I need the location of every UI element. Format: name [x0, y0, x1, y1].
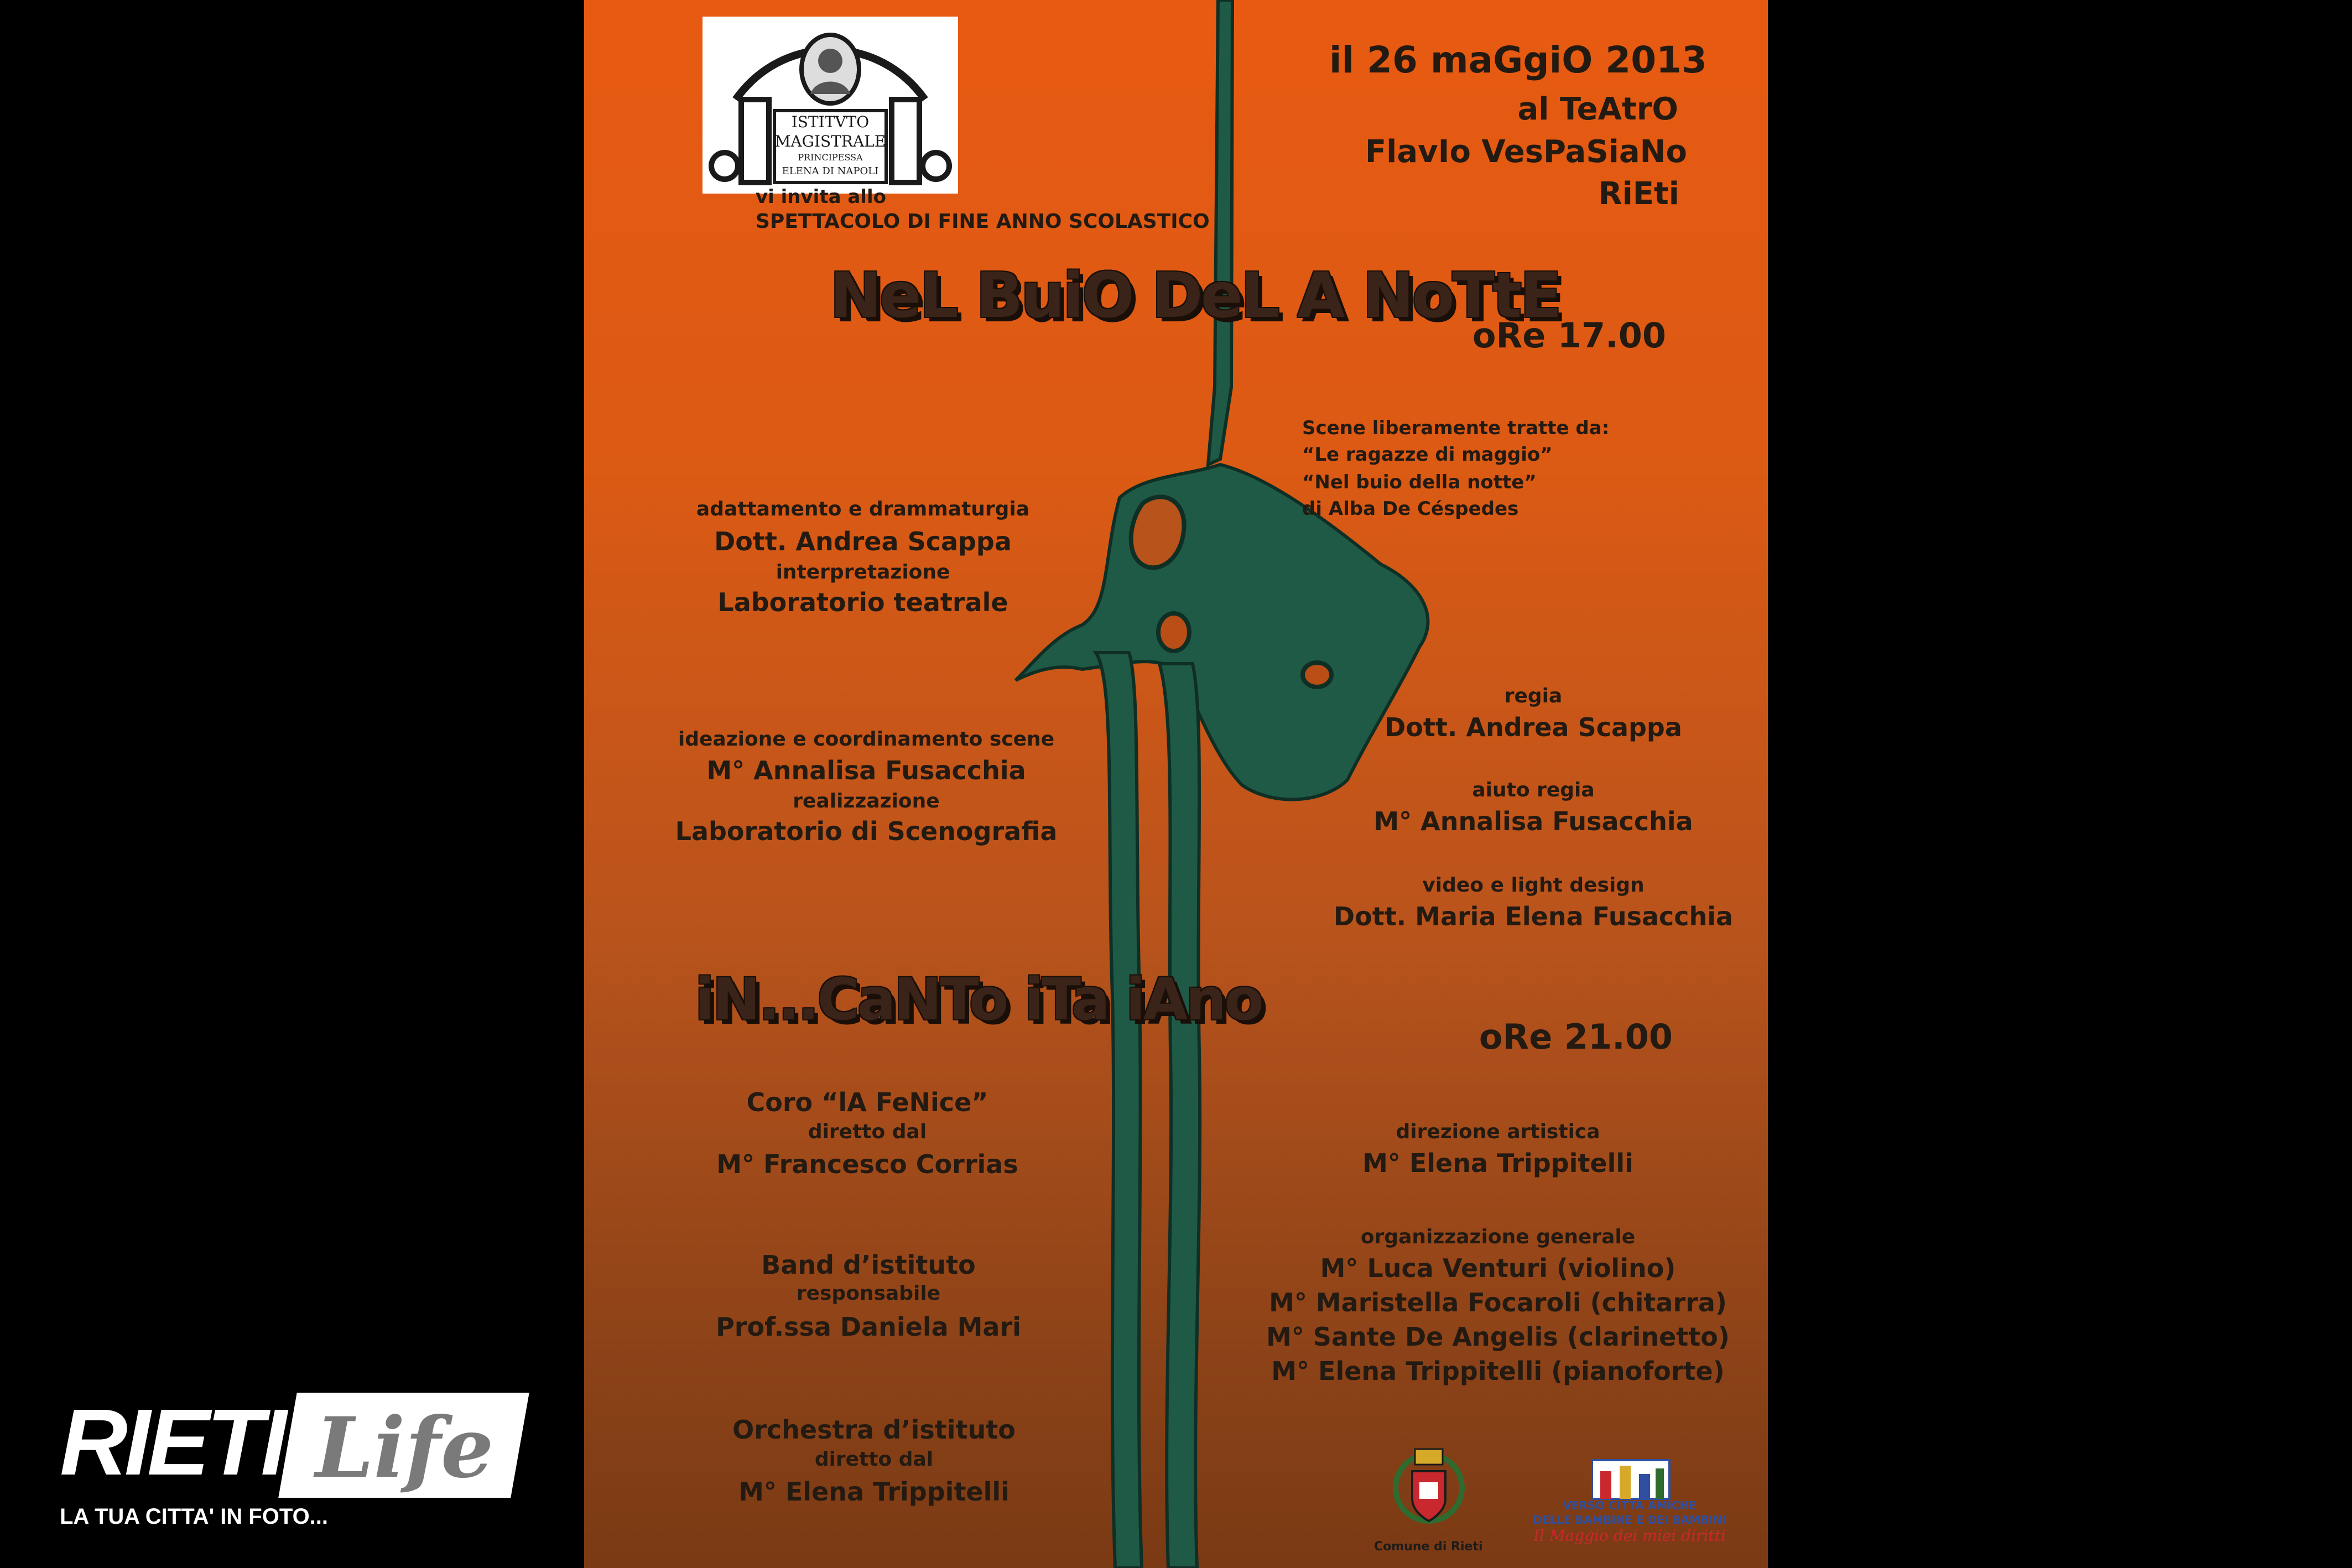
credit-name: Laboratorio di Scenografia [675, 816, 1058, 846]
citta-caption-line-1: VERSO CITTÀ AMICHE [1563, 1499, 1697, 1512]
credit-role: regia [1504, 685, 1563, 707]
watermark-brand-life: Life [315, 1399, 494, 1497]
credit-name: Dott. Andrea Scappa [714, 527, 1012, 556]
invite-line: vi invita allo [756, 186, 886, 208]
credit-name: M° Sante De Angelis (clarinetto) [1266, 1322, 1730, 1352]
credit-role: realizzazione [793, 790, 940, 812]
credit-role: responsabile [796, 1282, 941, 1305]
logo-line-1: ISTITVTO [791, 113, 870, 131]
coro-title: Coro “lA FeNice” [746, 1087, 988, 1117]
comune-caption: Comune di Rieti [1374, 1540, 1483, 1554]
credit-name: Prof.ssa Daniela Mari [716, 1312, 1021, 1342]
citta-caption-line-2: DELLE BAMBINE E DEI BAMBINI [1533, 1513, 1726, 1527]
band-title: Band d’istituto [761, 1250, 976, 1280]
credit-name: M° Elena Trippitelli [1362, 1148, 1633, 1178]
credit-name: Dott. Andrea Scappa [1385, 712, 1682, 742]
source-title-2: “Nel buio della notte” [1302, 471, 1537, 493]
watermark-tagline: LA TUA CITTA' IN FOTO... [60, 1504, 329, 1529]
citta-caption-line-3: Il Maggio dei miei diritti [1533, 1527, 1726, 1545]
credit-role: direzione artistica [1396, 1121, 1600, 1143]
credit-name: M° Elena Trippitelli (pianoforte) [1271, 1356, 1725, 1386]
istituto-magistrale-logo [703, 17, 958, 194]
credit-role: diretto dal [808, 1121, 927, 1143]
show-2-time: oRe 21.00 [1479, 1017, 1673, 1057]
credit-name: M° Annalisa Fusacchia [1373, 806, 1693, 836]
credit-name: Laboratorio teatrale [717, 587, 1008, 617]
rieti-life-watermark [55, 1388, 542, 1532]
logo-line-3: PRINCIPESSA [798, 152, 863, 163]
logo-line-4: ELENA DI NAPOLI [782, 165, 879, 177]
show-1-title: NeL BuiO DeL A NoTtE [830, 260, 1560, 332]
venue-name: FlavIo VesPaSiaNo [1365, 134, 1687, 170]
credit-role: diretto dal [814, 1448, 934, 1471]
credit-role: aiuto regia [1472, 779, 1595, 801]
source-author: di Alba De Céspedes [1302, 498, 1519, 520]
credit-name: M° Luca Venturi (violino) [1320, 1253, 1676, 1283]
event-poster [584, 0, 1768, 1568]
credit-name: Dott. Maria Elena Fusacchia [1333, 902, 1734, 931]
show-2-title: iN...CaNTo iTa iAno [695, 966, 1262, 1033]
credit-role: interpretazione [776, 561, 950, 584]
comune-di-rieti-crest-icon [1393, 1438, 1465, 1538]
watermark-brand-rieti: RIETI [60, 1390, 284, 1495]
logo-line-2: MAGISTRALE [774, 132, 886, 150]
venue-prefix: al TeAtrO [1517, 91, 1678, 127]
credit-name: M° Maristella Focaroli (chitarra) [1269, 1288, 1727, 1317]
credit-name: M° Annalisa Fusacchia [706, 756, 1026, 785]
credit-name: M° Elena Trippitelli [738, 1477, 1010, 1507]
show-1-time: oRe 17.00 [1472, 315, 1666, 356]
credit-role: adattamento e drammaturgia [696, 498, 1030, 520]
orchestra-title: Orchestra d’istituto [732, 1415, 1016, 1445]
venue-city: RiEti [1598, 176, 1679, 212]
credit-role: video e light design [1422, 874, 1645, 897]
credit-name: M° Francesco Corrias [716, 1149, 1018, 1179]
event-date: il 26 maGgiO 2013 [1329, 39, 1707, 81]
invite-subtitle: SPETTACOLO DI FINE ANNO SCOLASTICO [756, 210, 1210, 233]
credit-role: ideazione e coordinamento scene [678, 728, 1055, 751]
source-title-1: “Le ragazze di maggio” [1302, 444, 1553, 466]
source-intro: Scene liberamente tratte da: [1302, 417, 1610, 439]
credit-role: organizzazione generale [1360, 1226, 1636, 1248]
